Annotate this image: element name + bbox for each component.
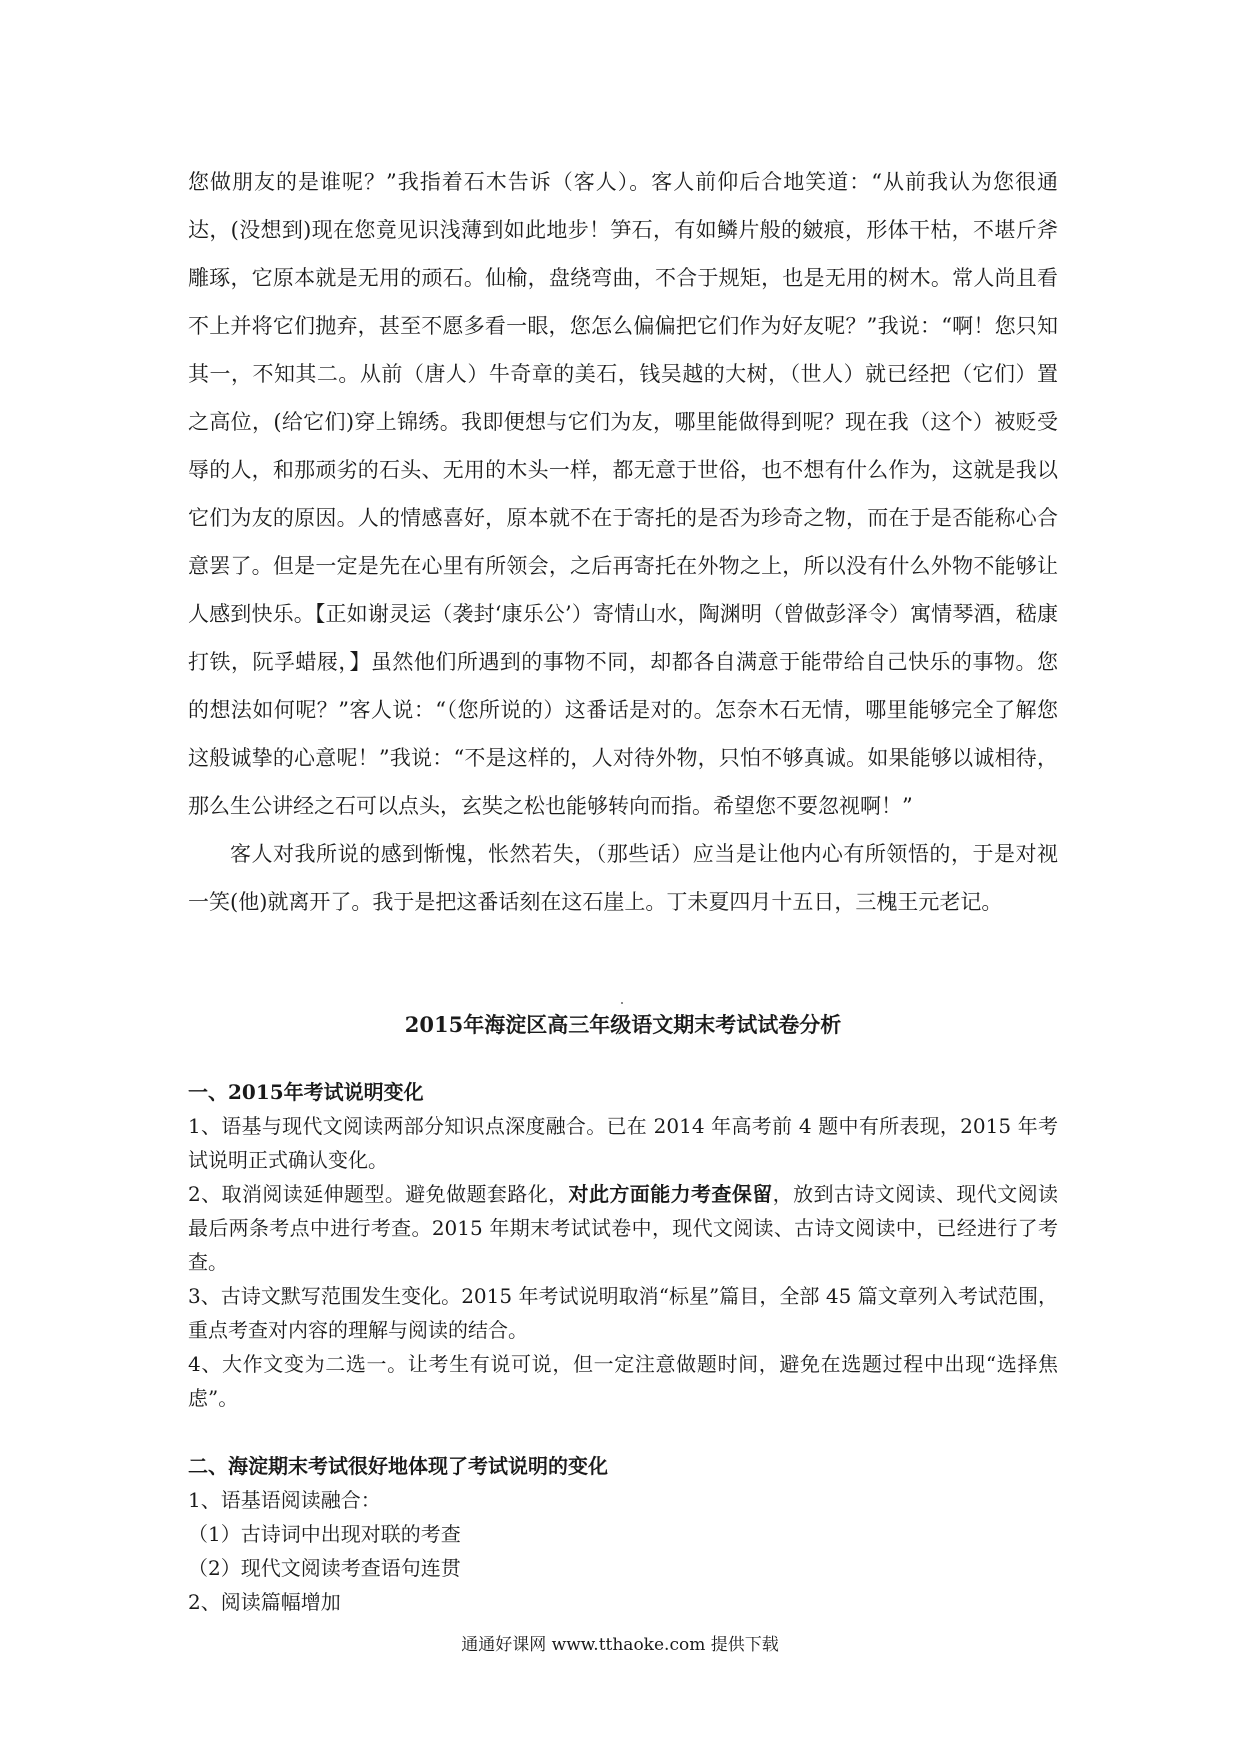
page-footer: 通通好课网 www.tthaoke.com 提供下载 bbox=[461, 1635, 779, 1655]
section-1-item-2 bbox=[188, 1177, 1058, 1279]
section-1-item-1: 1、语基与现代文阅读两部分知识点深度融合。已在 2014 年高考前 4 题中有所表现，2015 年考试说明正式确认变化。 bbox=[188, 1114, 1058, 1172]
section-2-heading: 二、海淀期末考试很好地体现了考试说明的变化 bbox=[188, 1454, 608, 1478]
item-2-text-after: ，放到古诗文阅读、现代文阅读最后两条考点中进行考查。2015 年期末考试试卷中，现代文阅读、古诗文阅读中，已经进行了考查。 bbox=[188, 1182, 1059, 1274]
section-spacer bbox=[188, 1415, 1058, 1449]
scan-speck bbox=[621, 1002, 623, 1004]
section-1-heading: 一、2015年考试说明变化 bbox=[188, 1080, 424, 1104]
section-2-item-2: 2、阅读篇幅增加 bbox=[188, 1590, 341, 1614]
item-2-text-before: 2、取消阅读延伸题型。避免做题套路化， bbox=[188, 1182, 569, 1206]
translation-text bbox=[188, 158, 1058, 926]
section-1-item-3: 3、古诗文默写范围发生变化。2015 年考试说明取消“标星”篇目，全部 45 篇文章列入考试范围，重点考查对内容的理解与阅读的结合。 bbox=[188, 1284, 1058, 1342]
item-2-emphasis: 对此方面能力考查保留 bbox=[568, 1182, 773, 1206]
analysis-title: 2015年海淀区高三年级语文期末考试试卷分析 bbox=[404, 1012, 842, 1037]
section-1-item-4: 4、大作文变为二选一。让考生有说可说，但一定注意做题时间，避免在选题过程中出现“选择焦虑”。 bbox=[188, 1352, 1058, 1410]
translation-paragraph-2: 客人对我所说的感到惭愧，怅然若失，（那些话）应当是让他内心有所领悟的，于是对视一笑(他)就离开了。我于是把这番话刻在这石崖上。丁未夏四月十五日，三槐王元老记。 bbox=[188, 842, 1058, 914]
analysis-body bbox=[188, 1075, 1058, 1619]
translation-paragraph-1: 您做朋友的是谁呢？”我指着石木告诉（客人）。客人前仰后合地笑道：“从前我认为您很通达，(没想到)现在您竟见识浅薄到如此地步！笋石，有如鳞片般的皴痕，形体干枯，不堪斤斧雕琢，它原本就是无用的顽石。仙榆，盘绕弯曲，不合于规矩，也是无用的树木。常人尚且看不上并将它们抛弃，甚至不愿多看一眼，您怎么偏偏把它们作为好友呢？”我说：“啊！您只知其一，不知其二。从前（唐人）牛奇章的美石，钱吴越的大树，（世人）就已经把（它们）置之高位，(给它们)穿上锦绣。我即便想与它们为友，哪里能做得到呢？现在我（这个）被贬受辱的人，和那顽劣的石头、无用的木头一样，都无意于世俗，也不想有什么作为，这就是我以它们为友的原因。人的情感喜好，原本就不在于寄托的是否为珍奇之物，而在于是否能称心合意罢了。但是一定是先在心里有所领会，之后再寄托在外物之上，所以没有什么外物不能够让人感到快乐。【正如谢灵运（袭封‘康乐公’）寄情山水，陶渊明（曾做彭泽令）寓情琴酒，嵇康打铁，阮孚蜡屐，】虽然他们所遇到的事物不同，却都各自满意于能带给自己快乐的事物。您的想法如何呢？”客人说：“（您所说的）这番话是对的。怎奈木石无情，哪里能够完全了解您这般诚挚的心意呢！”我说：“不是这样的，人对待外物，只怕不够真诚。如果能够以诚相待，那么生公讲经之石可以点头，玄奘之松也能够转向而指。希望您不要忽视啊！” bbox=[188, 170, 1058, 818]
section-2-sub-item-1: （1）古诗词中出现对联的考查 bbox=[188, 1522, 461, 1546]
section-2-sub-item-2: （2）现代文阅读考查语句连贯 bbox=[188, 1556, 461, 1580]
section-2-item-1: 1、语基语阅读融合： bbox=[188, 1488, 381, 1512]
